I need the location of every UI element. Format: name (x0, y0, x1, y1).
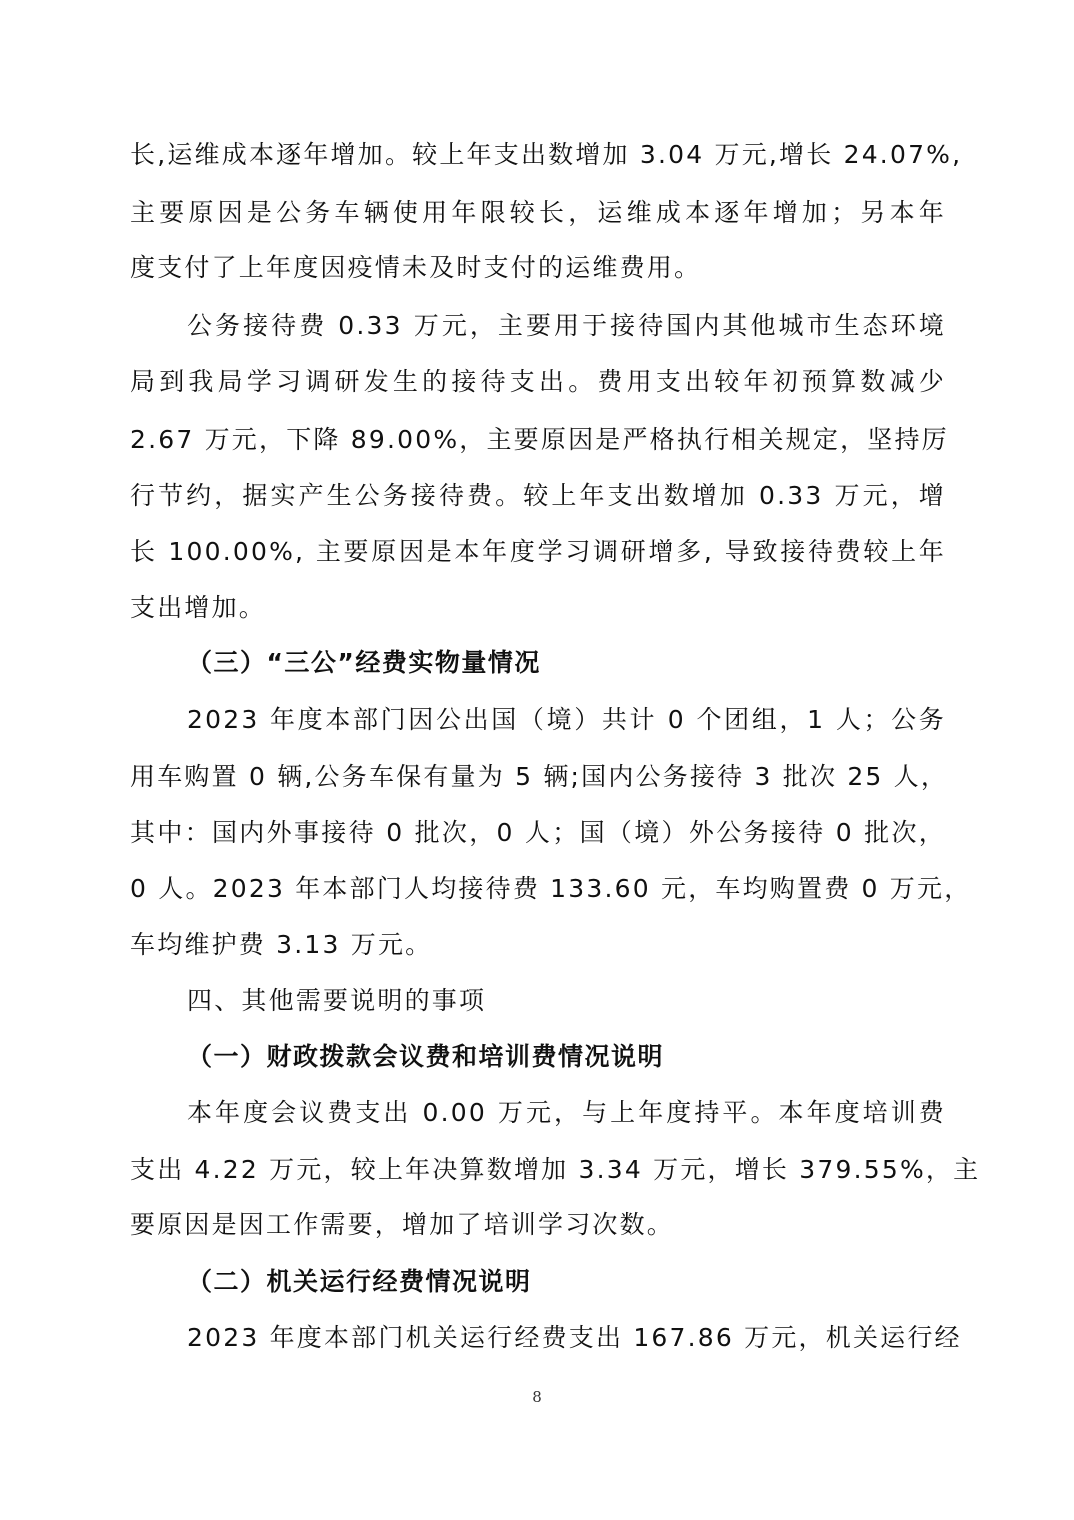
body-line: 0 人。2023 年本部门人均接待费 133.60 元，车均购置费 0 万元， (130, 874, 972, 903)
body-line: 度支付了上年度因疫情未及时支付的运维费用。 (130, 253, 702, 282)
body-line: 局到我局学习调研发生的接待支出。费用支出较年初预算数减少 (130, 367, 946, 396)
body-line: 2023 年度本部门机关运行经费支出 167.86 万元，机关运行经 (187, 1323, 962, 1352)
body-line: 长,运维成本逐年增加。较上年支出数增加 3.04 万元,增长 24.07%, (130, 140, 963, 169)
body-line: 主要原因是公务车辆使用年限较长，运维成本逐年增加；另本年 (130, 198, 946, 227)
body-line: 支出 4.22 万元，较上年决算数增加 3.34 万元，增长 379.55%，主 (130, 1155, 981, 1184)
body-line: 2.67 万元，下降 89.00%，主要原因是严格执行相关规定，坚持厉 (130, 425, 949, 454)
section-heading: （二）机关运行经费情况说明 (187, 1267, 532, 1296)
page-number: 8 (532, 1388, 542, 1406)
section-heading: （三）“三公”经费实物量情况 (187, 648, 541, 677)
body-line: 支出增加。 (130, 593, 267, 622)
body-line: 要原因是因工作需要，增加了培训学习次数。 (130, 1210, 675, 1239)
body-line: 本年度会议费支出 0.00 万元，与上年度持平。本年度培训费 (187, 1098, 946, 1127)
body-line: 2023 年度本部门因公出国（境）共计 0 个团组，1 人；公务 (187, 705, 946, 734)
body-line: 长 100.00%, 主要原因是本年度学习调研增多, 导致接待费较上年 (130, 537, 946, 566)
body-line: 行节约，据实产生公务接待费。较上年支出数增加 0.33 万元，增 (130, 481, 946, 510)
section-heading: 四、其他需要说明的事项 (187, 986, 487, 1015)
section-heading: （一）财政拨款会议费和培训费情况说明 (187, 1042, 665, 1071)
body-line: 车均维护费 3.13 万元。 (130, 930, 433, 959)
body-line: 其中：国内外事接待 0 批次，0 人；国（境）外公务接待 0 批次， (130, 818, 946, 847)
body-line: 公务接待费 0.33 万元，主要用于接待国内其他城市生态环境 (187, 311, 946, 340)
body-line: 用车购置 0 辆,公务车保有量为 5 辆;国内公务接待 3 批次 25 人， (130, 762, 949, 791)
